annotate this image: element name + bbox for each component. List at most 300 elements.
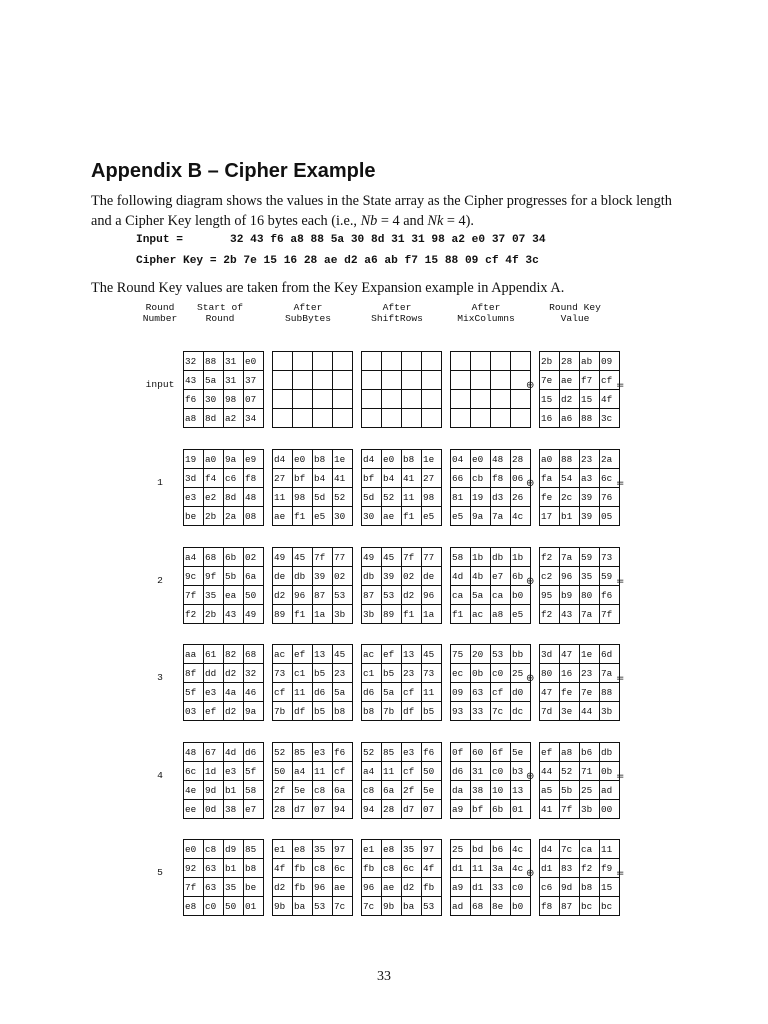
grid-cell: c8 — [313, 859, 333, 878]
grid-cell: 87 — [313, 586, 333, 605]
grid-cell: a4 — [293, 762, 313, 781]
grid-cell: e1 — [362, 840, 382, 859]
grid-row — [273, 683, 353, 702]
grid-cell: b1 — [560, 507, 580, 526]
grid-cell: d4 — [362, 450, 382, 469]
intro-nk: Nk — [427, 213, 444, 229]
grid-row — [362, 586, 442, 605]
grid-cell: f1 — [402, 605, 422, 624]
grid-cell: d2 — [224, 702, 244, 721]
grid-cell: a9 — [451, 878, 471, 897]
grid-cell: dd — [204, 664, 224, 683]
grid-cell: ae — [333, 878, 353, 897]
grid-row — [184, 743, 264, 762]
xor-symbol: ⊕ — [526, 380, 535, 391]
grid-cell: b3 — [511, 762, 531, 781]
grid-cell — [402, 352, 422, 371]
grid-cell: 1b — [511, 548, 531, 567]
grid-cell: 6d — [600, 645, 620, 664]
start-of-round-grid — [183, 547, 264, 624]
grid-cell: 5f — [244, 762, 264, 781]
grid-cell: c0 — [511, 878, 531, 897]
grid-cell: 17 — [540, 507, 560, 526]
grid-cell: d2 — [273, 586, 293, 605]
grid-cell: db — [491, 548, 511, 567]
grid-row — [184, 859, 264, 878]
grid-cell: dc — [511, 702, 531, 721]
grid-cell: 3b — [333, 605, 353, 624]
grid-cell: d7 — [293, 800, 313, 819]
grid-row — [451, 743, 531, 762]
grid-cell: bc — [580, 897, 600, 916]
grid-cell: d1 — [451, 859, 471, 878]
after-mixcolumns-grid — [450, 547, 531, 624]
grid-row — [273, 702, 353, 721]
grid-cell: 67 — [204, 743, 224, 762]
grid-cell: f6 — [422, 743, 442, 762]
grid-cell: 87 — [560, 897, 580, 916]
grid-cell: d3 — [491, 488, 511, 507]
grid-cell — [422, 352, 442, 371]
grid-cell: aa — [184, 645, 204, 664]
grid-cell: 09 — [451, 683, 471, 702]
grid-cell — [382, 409, 402, 428]
grid-cell: 59 — [600, 567, 620, 586]
grid-cell: b5 — [382, 664, 402, 683]
grid-cell — [362, 390, 382, 409]
grid-cell: 5b — [224, 567, 244, 586]
grid-cell: 2f — [273, 781, 293, 800]
grid-row — [273, 840, 353, 859]
grid-cell: 07 — [313, 800, 333, 819]
grid-cell: a8 — [184, 409, 204, 428]
grid-row — [273, 352, 353, 371]
grid-cell: e5 — [313, 507, 333, 526]
grid-row — [540, 469, 620, 488]
grid-cell: 4c — [511, 859, 531, 878]
grid-cell: c8 — [313, 781, 333, 800]
grid-cell: 5a — [204, 371, 224, 390]
equals-symbol: = — [616, 868, 625, 879]
grid-row — [540, 390, 620, 409]
grid-cell: 30 — [204, 390, 224, 409]
grid-cell — [382, 390, 402, 409]
grid-cell: e8 — [184, 897, 204, 916]
grid-row — [362, 859, 442, 878]
grid-row — [273, 567, 353, 586]
grid-cell: 7a — [491, 507, 511, 526]
grid-cell: db — [293, 567, 313, 586]
grid-cell: 9f — [204, 567, 224, 586]
grid-row — [540, 450, 620, 469]
grid-cell: 6c — [600, 469, 620, 488]
grid-row — [362, 800, 442, 819]
grid-cell: 45 — [382, 548, 402, 567]
grid-cell: e3 — [402, 743, 422, 762]
grid-cell: 2a — [224, 507, 244, 526]
grid-cell: 85 — [293, 743, 313, 762]
grid-cell: 52 — [333, 488, 353, 507]
grid-cell: e8 — [293, 840, 313, 859]
grid-cell: 1e — [580, 645, 600, 664]
grid-cell: 48 — [491, 450, 511, 469]
grid-cell: 73 — [422, 664, 442, 683]
grid-cell: 53 — [382, 586, 402, 605]
grid-cell — [471, 352, 491, 371]
grid-cell: 25 — [580, 781, 600, 800]
grid-cell — [333, 371, 353, 390]
grid-cell — [422, 371, 442, 390]
grid-row — [540, 488, 620, 507]
grid-row — [540, 897, 620, 916]
header-after-mixcolumns: After MixColumns — [457, 302, 515, 324]
grid-cell: c1 — [293, 664, 313, 683]
grid-cell: 0b — [600, 762, 620, 781]
grid-cell: 7f — [402, 548, 422, 567]
grid-cell — [402, 409, 422, 428]
grid-cell — [511, 409, 531, 428]
grid-row — [184, 390, 264, 409]
grid-cell: 52 — [382, 488, 402, 507]
grid-cell: 63 — [204, 878, 224, 897]
equals-symbol: = — [616, 380, 625, 391]
intro-nb: Nb — [360, 213, 378, 229]
grid-row — [273, 586, 353, 605]
grid-cell: b5 — [313, 664, 333, 683]
grid-row — [184, 548, 264, 567]
grid-cell: 3b — [600, 702, 620, 721]
grid-cell: 28 — [560, 352, 580, 371]
grid-cell: 7a — [560, 548, 580, 567]
grid-cell: 96 — [313, 878, 333, 897]
grid-cell: c0 — [491, 762, 511, 781]
grid-cell: 44 — [580, 702, 600, 721]
grid-cell: 46 — [244, 683, 264, 702]
grid-cell: e3 — [224, 762, 244, 781]
grid-cell: f2 — [184, 605, 204, 624]
grid-cell: 11 — [402, 488, 422, 507]
grid-cell: 23 — [333, 664, 353, 683]
header-round-number: Round Number — [142, 302, 178, 324]
grid-cell: f1 — [402, 507, 422, 526]
grid-cell — [471, 409, 491, 428]
grid-row — [362, 390, 442, 409]
grid-cell: e3 — [204, 683, 224, 702]
grid-cell: 6c — [402, 859, 422, 878]
grid-cell: 76 — [600, 488, 620, 507]
grid-row — [540, 683, 620, 702]
grid-row — [540, 548, 620, 567]
grid-cell — [402, 371, 422, 390]
grid-cell: de — [273, 567, 293, 586]
grid-cell: c0 — [491, 664, 511, 683]
equals-symbol: = — [616, 576, 625, 587]
grid-cell: ba — [293, 897, 313, 916]
grid-cell: be — [244, 878, 264, 897]
grid-cell: 23 — [580, 450, 600, 469]
after-shiftrows-grid — [361, 449, 442, 526]
grid-cell: 47 — [560, 645, 580, 664]
grid-cell — [362, 409, 382, 428]
grid-cell: 32 — [244, 664, 264, 683]
grid-row — [451, 664, 531, 683]
grid-cell: 03 — [184, 702, 204, 721]
grid-row — [451, 605, 531, 624]
after-shiftrows-grid — [361, 742, 442, 819]
grid-row — [451, 762, 531, 781]
grid-row — [184, 488, 264, 507]
grid-cell: 43 — [184, 371, 204, 390]
start-of-round-grid — [183, 839, 264, 916]
grid-cell: a6 — [560, 409, 580, 428]
grid-row — [184, 645, 264, 664]
grid-cell: c8 — [204, 840, 224, 859]
grid-cell: 06 — [511, 469, 531, 488]
intro-paragraph — [91, 191, 691, 231]
grid-cell: a8 — [491, 605, 511, 624]
grid-row — [184, 878, 264, 897]
grid-cell: ab — [580, 352, 600, 371]
grid-cell: 4c — [511, 507, 531, 526]
grid-cell: ca — [451, 586, 471, 605]
grid-row — [184, 702, 264, 721]
grid-cell: 02 — [333, 567, 353, 586]
grid-cell: 88 — [560, 450, 580, 469]
grid-cell: e0 — [244, 352, 264, 371]
grid-row — [184, 450, 264, 469]
grid-cell: b8 — [362, 702, 382, 721]
grid-cell: 5f — [184, 683, 204, 702]
grid-cell: f6 — [184, 390, 204, 409]
after-shiftrows-grid — [361, 351, 442, 428]
grid-row — [362, 702, 442, 721]
grid-cell — [273, 352, 293, 371]
grid-cell: d4 — [273, 450, 293, 469]
grid-cell: 4f — [273, 859, 293, 878]
grid-cell: 2b — [540, 352, 560, 371]
grid-cell: 13 — [402, 645, 422, 664]
grid-cell: 09 — [600, 352, 620, 371]
round-key-grid — [539, 449, 620, 526]
grid-cell: 94 — [333, 800, 353, 819]
grid-cell — [313, 371, 333, 390]
grid-cell: ca — [580, 840, 600, 859]
after-subbytes-grid — [272, 742, 353, 819]
grid-row — [540, 840, 620, 859]
intro-text-3: = 4). — [443, 213, 475, 229]
grid-row — [451, 371, 531, 390]
grid-cell: e8 — [382, 840, 402, 859]
grid-cell: 68 — [204, 548, 224, 567]
grid-cell: 7c — [333, 897, 353, 916]
round-key-grid — [539, 351, 620, 428]
grid-cell: 28 — [511, 450, 531, 469]
grid-cell: 83 — [560, 859, 580, 878]
grid-cell: 81 — [451, 488, 471, 507]
grid-cell — [333, 390, 353, 409]
grid-cell: 94 — [362, 800, 382, 819]
grid-cell: 45 — [333, 645, 353, 664]
grid-cell: 7a — [580, 605, 600, 624]
grid-row — [540, 371, 620, 390]
grid-cell: 43 — [560, 605, 580, 624]
round-label: 1 — [157, 477, 163, 488]
grid-cell: 39 — [382, 567, 402, 586]
grid-row — [451, 469, 531, 488]
grid-cell: 23 — [580, 664, 600, 683]
grid-cell: 44 — [540, 762, 560, 781]
grid-cell: 35 — [313, 840, 333, 859]
xor-symbol: ⊕ — [526, 868, 535, 879]
grid-cell: 30 — [362, 507, 382, 526]
grid-cell: ca — [491, 586, 511, 605]
grid-cell: 35 — [580, 567, 600, 586]
grid-cell: ae — [273, 507, 293, 526]
grid-row — [451, 878, 531, 897]
grid-cell: 45 — [293, 548, 313, 567]
grid-cell: fe — [540, 488, 560, 507]
after-mixcolumns-grid — [450, 839, 531, 916]
grid-cell: 07 — [422, 800, 442, 819]
grid-cell: 41 — [540, 800, 560, 819]
grid-cell: ef — [204, 702, 224, 721]
grid-row — [362, 352, 442, 371]
grid-cell: cf — [402, 762, 422, 781]
intro-text-2: = 4 and — [377, 213, 428, 229]
grid-cell: 6b — [511, 567, 531, 586]
grid-cell: 6b — [224, 548, 244, 567]
section-heading: Appendix B – Cipher Example — [91, 160, 376, 182]
grid-cell: 5d — [362, 488, 382, 507]
grid-cell: 8d — [204, 409, 224, 428]
grid-cell: d6 — [313, 683, 333, 702]
grid-cell: 50 — [422, 762, 442, 781]
grid-cell: 6c — [333, 859, 353, 878]
xor-symbol: ⊕ — [526, 771, 535, 782]
grid-cell: 37 — [244, 371, 264, 390]
grid-cell: 88 — [204, 352, 224, 371]
grid-cell: 96 — [422, 586, 442, 605]
grid-cell — [293, 409, 313, 428]
grid-cell: 61 — [204, 645, 224, 664]
grid-cell: d2 — [560, 390, 580, 409]
grid-cell: e0 — [382, 450, 402, 469]
after-shiftrows-grid — [361, 644, 442, 721]
grid-cell: 49 — [362, 548, 382, 567]
grid-cell: 85 — [382, 743, 402, 762]
grid-row — [273, 488, 353, 507]
grid-row — [362, 548, 442, 567]
grid-cell: 5e — [511, 743, 531, 762]
grid-cell: 01 — [511, 800, 531, 819]
grid-row — [451, 548, 531, 567]
grid-cell: f2 — [540, 548, 560, 567]
after-subbytes-grid — [272, 449, 353, 526]
grid-cell: 1e — [333, 450, 353, 469]
grid-row — [540, 878, 620, 897]
grid-cell: 68 — [244, 645, 264, 664]
grid-cell — [511, 352, 531, 371]
after-subbytes-grid — [272, 644, 353, 721]
grid-cell: f6 — [600, 586, 620, 605]
grid-cell: e3 — [313, 743, 333, 762]
grid-cell: e5 — [511, 605, 531, 624]
grid-cell: 88 — [600, 683, 620, 702]
grid-row — [273, 897, 353, 916]
header-round-key-value: Round Key Value — [549, 302, 601, 324]
grid-cell: 80 — [580, 586, 600, 605]
grid-row — [540, 645, 620, 664]
grid-cell — [362, 352, 382, 371]
grid-cell: 6b — [491, 800, 511, 819]
grid-cell: f8 — [244, 469, 264, 488]
grid-cell: d6 — [451, 762, 471, 781]
grid-row — [362, 897, 442, 916]
grid-row — [362, 488, 442, 507]
round-key-grid — [539, 742, 620, 819]
grid-cell: 53 — [422, 897, 442, 916]
grid-cell: fa — [540, 469, 560, 488]
grid-cell: 31 — [471, 762, 491, 781]
grid-cell: c6 — [224, 469, 244, 488]
grid-cell: fb — [422, 878, 442, 897]
grid-cell: b6 — [580, 743, 600, 762]
grid-cell: ba — [402, 897, 422, 916]
grid-cell: e3 — [184, 488, 204, 507]
grid-cell: 43 — [224, 605, 244, 624]
start-of-round-grid — [183, 351, 264, 428]
grid-cell: 97 — [422, 840, 442, 859]
grid-cell: f8 — [540, 897, 560, 916]
grid-cell: 9a — [224, 450, 244, 469]
grid-cell: fe — [560, 683, 580, 702]
grid-row — [451, 450, 531, 469]
grid-row — [451, 800, 531, 819]
grid-cell: b8 — [333, 702, 353, 721]
grid-cell: d2 — [402, 878, 422, 897]
grid-cell: de — [422, 567, 442, 586]
grid-cell: 7c — [362, 897, 382, 916]
grid-cell: 9d — [204, 781, 224, 800]
grid-cell: d0 — [511, 683, 531, 702]
grid-cell: 10 — [491, 781, 511, 800]
grid-cell: ef — [293, 645, 313, 664]
grid-row — [540, 702, 620, 721]
grid-row — [451, 390, 531, 409]
grid-cell: 96 — [560, 567, 580, 586]
grid-cell: 53 — [333, 586, 353, 605]
grid-cell: 5b — [560, 781, 580, 800]
grid-cell: 1d — [204, 762, 224, 781]
grid-cell: 71 — [580, 762, 600, 781]
grid-cell: 60 — [471, 743, 491, 762]
grid-cell: 15 — [580, 390, 600, 409]
grid-cell: 50 — [224, 897, 244, 916]
grid-row — [540, 664, 620, 683]
start-of-round-grid — [183, 449, 264, 526]
grid-cell: e7 — [244, 800, 264, 819]
after-subbytes-grid — [272, 547, 353, 624]
grid-cell: 6c — [184, 762, 204, 781]
grid-cell: d1 — [540, 859, 560, 878]
grid-cell: 4f — [422, 859, 442, 878]
round-label: input — [145, 379, 175, 390]
page-number: 33 — [377, 969, 391, 984]
xor-symbol: ⊕ — [526, 478, 535, 489]
grid-cell: f9 — [600, 859, 620, 878]
grid-cell: 2a — [600, 450, 620, 469]
grid-cell — [511, 390, 531, 409]
